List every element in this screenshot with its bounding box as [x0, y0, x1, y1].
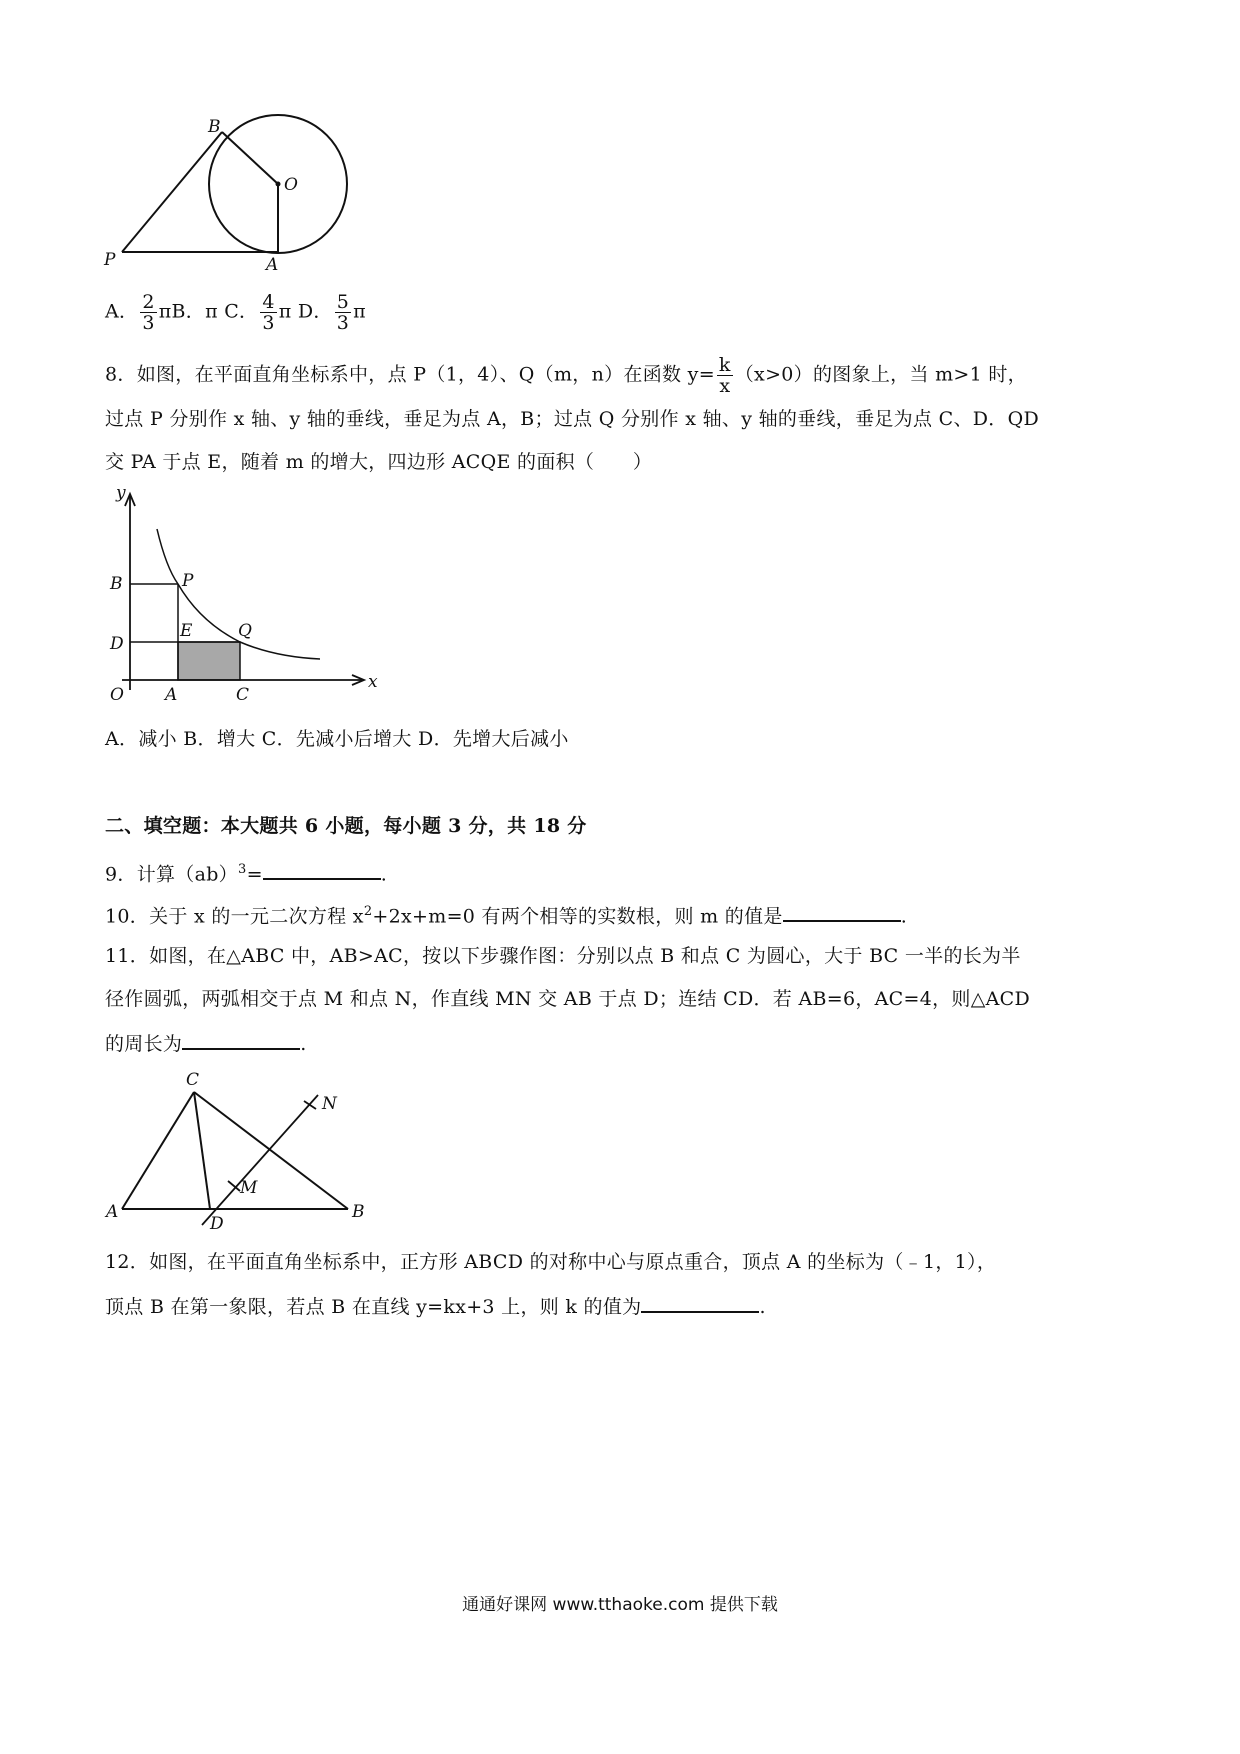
label-o: O	[284, 175, 298, 195]
q8-denominator: x	[719, 375, 731, 397]
label-n: N	[322, 1094, 337, 1114]
q7-d-numerator: 5	[336, 291, 350, 313]
q7-a-pi: π	[158, 300, 172, 323]
q8-line-1	[105, 355, 1027, 396]
figure-triangle-bisector	[100, 1065, 375, 1235]
label-o: O	[110, 685, 124, 705]
q7-option-a-label: A．	[105, 300, 139, 323]
side-ac	[122, 1092, 194, 1209]
q8-options: A．减小 B．增大 C．先减小后增大 D．先增大后减小	[105, 728, 569, 750]
q7-a-numerator: 2	[142, 291, 155, 313]
label-a: A	[165, 685, 178, 705]
tangent-pb	[122, 132, 222, 252]
q12-line-2	[105, 1293, 766, 1319]
label-q: Q	[238, 621, 252, 641]
q7-option-d-fraction	[335, 292, 351, 333]
q9-period: .	[380, 863, 388, 886]
q9	[105, 858, 387, 886]
q7-c-pi: π	[278, 300, 292, 323]
q7-option-d-label: D．	[297, 300, 333, 323]
label-d: D	[110, 634, 124, 654]
q11-line-3	[105, 1030, 307, 1056]
q9-answer-blank[interactable]	[263, 860, 381, 880]
label-b: B	[110, 574, 123, 594]
q9-text: 9．计算（ab）	[105, 863, 238, 886]
label-e: E	[180, 621, 193, 641]
label-x: x	[368, 672, 378, 692]
q10	[105, 900, 907, 928]
q10-superscript: 2	[363, 904, 373, 919]
q9-superscript: 3	[237, 862, 247, 877]
q7-a-denominator: 3	[142, 312, 155, 334]
q7-c-denominator: 3	[262, 312, 275, 334]
segment-cd	[194, 1092, 210, 1209]
label-b: B	[352, 1202, 365, 1222]
figure-circle-tangent	[100, 110, 380, 280]
footer-source: 通通好课网 www.tthaoke.com 提供下载	[462, 1595, 778, 1615]
label-p: P	[182, 571, 194, 591]
label-c: C	[186, 1070, 200, 1090]
q7-option-a-fraction	[140, 292, 156, 333]
q8-text-pre: 8．如图，在平面直角坐标系中，点 P（1，4）、Q（m，n）在函数 y=	[105, 363, 715, 386]
q10-text-pre: 10．关于 x 的一元二次方程 x	[105, 905, 364, 928]
label-m: M	[240, 1178, 258, 1198]
q12-line-1: 12．如图，在平面直角坐标系中，正方形 ABCD 的对称中心与原点重合，顶点 A 的坐标为（﹣1，1），	[105, 1251, 997, 1273]
line-mn	[202, 1095, 318, 1225]
q11-text: 的周长为	[105, 1033, 183, 1055]
q7-c-numerator: 4	[262, 291, 275, 313]
q8-fraction	[717, 355, 733, 396]
q12-period: .	[759, 1296, 766, 1318]
shaded-region-acqe	[178, 642, 240, 680]
q10-text-post: +2x+m=0 有两个相等的实数根，则 m 的值是	[372, 905, 783, 928]
q7-option-b: B．π	[171, 300, 218, 323]
label-c: C	[236, 685, 250, 705]
q10-period: .	[900, 905, 908, 928]
q7-option-c-label: C．	[224, 300, 259, 323]
q8-text-post: （x>0）的图象上，当 m>1 时，	[734, 363, 1027, 386]
q7-options	[105, 292, 366, 333]
label-d: D	[210, 1214, 224, 1234]
q12-answer-blank[interactable]	[641, 1293, 759, 1313]
figure-hyperbola	[100, 482, 390, 707]
q11-period: .	[300, 1033, 307, 1055]
label-a: A	[266, 255, 279, 275]
q7-option-c-fraction	[260, 292, 276, 333]
section-2-title: 二、填空题：本大题共 6 小题，每小题 3 分，共 18 分	[105, 815, 587, 837]
q7-d-denominator: 3	[336, 312, 350, 334]
label-p: P	[104, 250, 116, 270]
q8-line-2: 过点 P 分别作 x 轴、y 轴的垂线，垂足为点 A，B；过点 Q 分别作 x 轴、y 轴的垂线，垂足为点 C、D．QD	[105, 408, 1039, 430]
q11-answer-blank[interactable]	[182, 1030, 300, 1050]
radius-ob	[222, 132, 278, 184]
q11-line-2: 径作圆弧，两弧相交于点 M 和点 N，作直线 MN 交 AB 于点 D；连结 CD．若 AB=6，AC=4，则△ACD	[105, 988, 1031, 1010]
q7-d-pi: π	[353, 300, 366, 323]
q9-equals: =	[246, 863, 263, 886]
q8-numerator: k	[718, 354, 731, 376]
label-y: y	[116, 483, 126, 503]
q8-line-3: 交 PA 于点 E，随着 m 的增大，四边形 ACQE 的面积（ ）	[105, 451, 653, 473]
label-b: B	[208, 117, 221, 137]
q10-answer-blank[interactable]	[783, 902, 901, 922]
q12-text: 顶点 B 在第一象限，若点 B 在直线 y=kx+3 上，则 k 的值为	[105, 1296, 642, 1318]
q11-line-1: 11．如图，在△ABC 中，AB>AC，按以下步骤作图：分别以点 B 和点 C 为圆心，大于 BC 一半的长为半	[105, 945, 1021, 967]
center-dot	[276, 182, 281, 187]
label-a: A	[106, 1202, 119, 1222]
